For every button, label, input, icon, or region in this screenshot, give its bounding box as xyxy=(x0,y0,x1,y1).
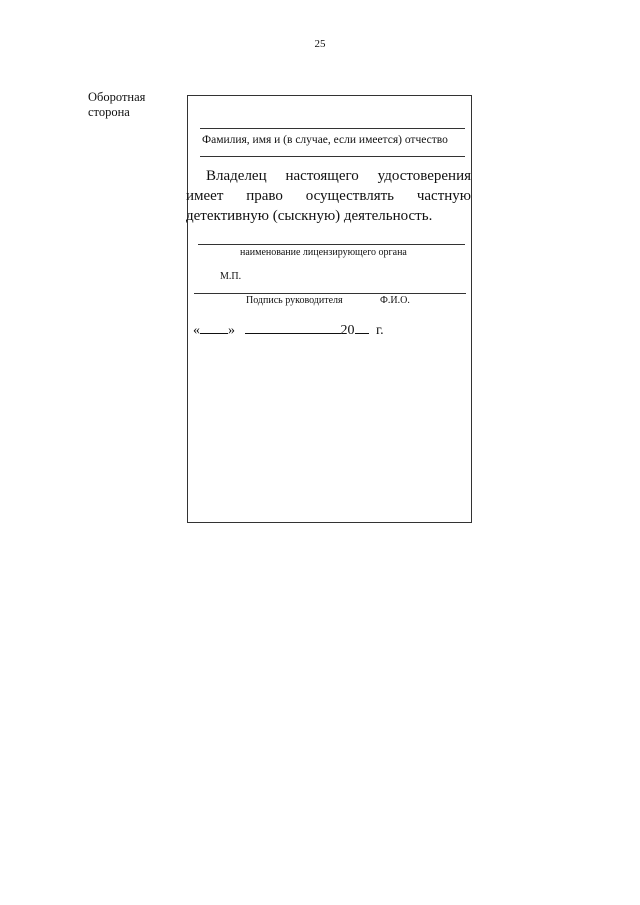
name-line xyxy=(200,128,465,129)
date-open-quote: « xyxy=(193,323,200,338)
date-close-quote: » xyxy=(228,323,235,338)
year-prefix: 20 xyxy=(340,323,355,338)
authority-line xyxy=(198,244,465,245)
name-caption-underline xyxy=(200,156,465,157)
name-caption: Фамилия, имя и (в случае, если имеется) отчество xyxy=(202,134,448,146)
year-blank xyxy=(355,321,369,334)
side-label-line-2: сторона xyxy=(88,105,130,119)
signature-caption: Подпись руководителя xyxy=(246,295,343,306)
fio-caption: Ф.И.О. xyxy=(380,295,410,306)
authority-caption: наименование лицензирующего органа xyxy=(240,247,407,258)
certificate-back-card xyxy=(187,95,472,523)
statement-text: Владелец настоящего удостоверения имеет право осуществлять частную детективную (сыскную) деятельность. xyxy=(186,168,471,224)
page-number: 25 xyxy=(314,38,326,50)
month-blank xyxy=(245,321,341,334)
statement xyxy=(186,166,471,226)
stamp-label: М.П. xyxy=(220,271,242,282)
side-label-line-1: Оборотная xyxy=(88,90,146,104)
signature-line xyxy=(194,293,466,294)
date-row xyxy=(193,321,384,339)
year-suffix: г. xyxy=(376,323,384,338)
side-label xyxy=(88,90,145,120)
day-blank xyxy=(200,321,228,334)
